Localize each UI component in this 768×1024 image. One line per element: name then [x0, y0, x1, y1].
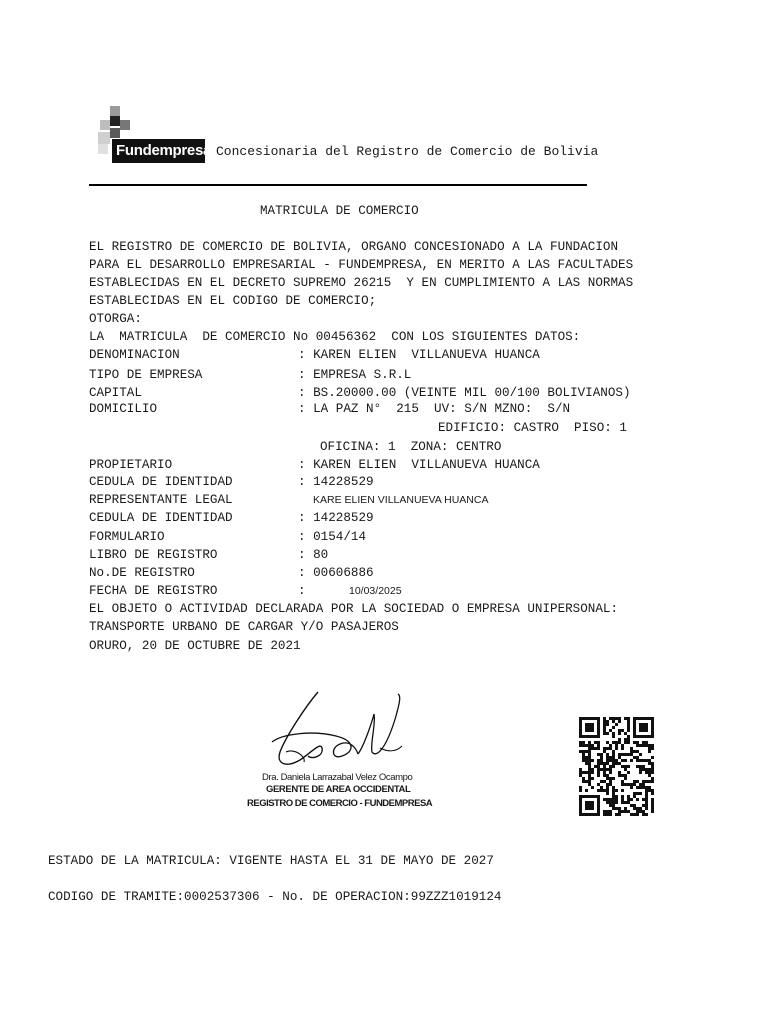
field-value-cedula: : 14228529	[298, 511, 374, 525]
header-subtitle: Concesionaria del Registro de Comercio de Bolivia	[216, 144, 599, 159]
field-value-propietario: : KAREN ELIEN VILLANUEVA HUANCA	[298, 458, 540, 472]
objeto-title: EL OBJETO O ACTIVIDAD DECLARADA POR LA SOCIEDAD O EMPRESA UNIPERSONAL:	[89, 602, 619, 616]
field-value-denominacion: : KAREN ELIEN VILLANUEVA HUANCA	[298, 348, 540, 362]
field-label-nro-registro: No.DE REGISTRO	[89, 566, 195, 580]
intro-line: ESTABLECIDAS EN EL DECRETO SUPREMO 26215 Y EN CUMPLIMIENTO A LAS NORMAS	[89, 276, 634, 290]
field-value-tipo-empresa: : EMPRESA S.R.L	[298, 368, 412, 382]
field-label-libro: LIBRO DE REGISTRO	[89, 548, 218, 562]
intro-line: PARA EL DESARROLLO EMPRESARIAL - FUNDEMPRESA, EN MERITO A LAS FACULTADES	[89, 258, 634, 272]
signer-position: GERENTE DE AREA OCCIDENTAL	[266, 784, 411, 795]
field-value-fecha-registro: 10/03/2025	[349, 585, 402, 597]
field-label-representante: REPRESENTANTE LEGAL	[89, 493, 233, 507]
field-value-representante: KARE ELIEN VILLANUEVA HUANCA	[313, 494, 489, 506]
field-label-formulario: FORMULARIO	[89, 530, 165, 544]
signer-name: Dra. Daniela Larrazabal Velez Ocampo	[262, 772, 413, 783]
header-divider	[89, 184, 587, 186]
field-label-domicilio: DOMICILIO	[89, 402, 158, 416]
field-value-formulario: : 0154/14	[298, 530, 367, 544]
field-colon: :	[298, 584, 306, 598]
field-value-capital: : BS.20000.00 (VEINTE MIL 00/100 BOLIVIANOS)	[298, 386, 631, 400]
logo-wordmark: Fundempresa	[112, 139, 205, 163]
signer-organization: REGISTRO DE COMERCIO - FUNDEMPRESA	[247, 798, 433, 809]
tramite-code: CODIGO DE TRAMITE:0002537306 - No. DE OPERACION:99ZZZ1019124	[48, 890, 502, 904]
fundempresa-logo	[96, 106, 212, 162]
field-label-denominacion: DENOMINACION	[89, 348, 180, 362]
field-label-tipo-empresa: TIPO DE EMPRESA	[89, 368, 203, 382]
intro-line: OTORGA:	[89, 312, 142, 326]
field-value-libro: : 80	[298, 548, 329, 562]
status-text: ESTADO DE LA MATRICULA: VIGENTE HASTA EL 31 DE MAYO DE 2027	[48, 854, 494, 868]
field-value-nro-registro: : 00606886	[298, 566, 374, 580]
field-value-domicilio-line3: OFICINA: 1 ZONA: CENTRO	[320, 440, 502, 454]
objeto-text: TRANSPORTE URBANO DE CARGAR Y/O PASAJEROS	[89, 620, 399, 634]
field-value-domicilio: : LA PAZ N° 215 UV: S/N MZNO: S/N	[298, 402, 571, 416]
field-value-cedula: : 14228529	[298, 475, 374, 489]
intro-line: LA MATRICULA DE COMERCIO No 00456362 CON LOS SIGUIENTES DATOS:	[89, 330, 581, 344]
field-label-fecha-registro: FECHA DE REGISTRO	[89, 584, 218, 598]
place-date: ORURO, 20 DE OCTUBRE DE 2021	[89, 639, 301, 653]
intro-line: EL REGISTRO DE COMERCIO DE BOLIVIA, ORGANO CONCESIONADO A LA FUNDACION	[89, 240, 619, 254]
field-label-capital: CAPITAL	[89, 386, 142, 400]
field-label-propietario: PROPIETARIO	[89, 458, 173, 472]
intro-line: ESTABLECIDAS EN EL CODIGO DE COMERCIO;	[89, 294, 377, 308]
field-label-cedula: CEDULA DE IDENTIDAD	[89, 475, 233, 489]
document-title: MATRICULA DE COMERCIO	[260, 204, 419, 218]
qr-code-icon	[579, 717, 654, 817]
field-value-domicilio-line2: EDIFICIO: CASTRO PISO: 1	[438, 421, 627, 435]
field-label-cedula: CEDULA DE IDENTIDAD	[89, 511, 233, 525]
